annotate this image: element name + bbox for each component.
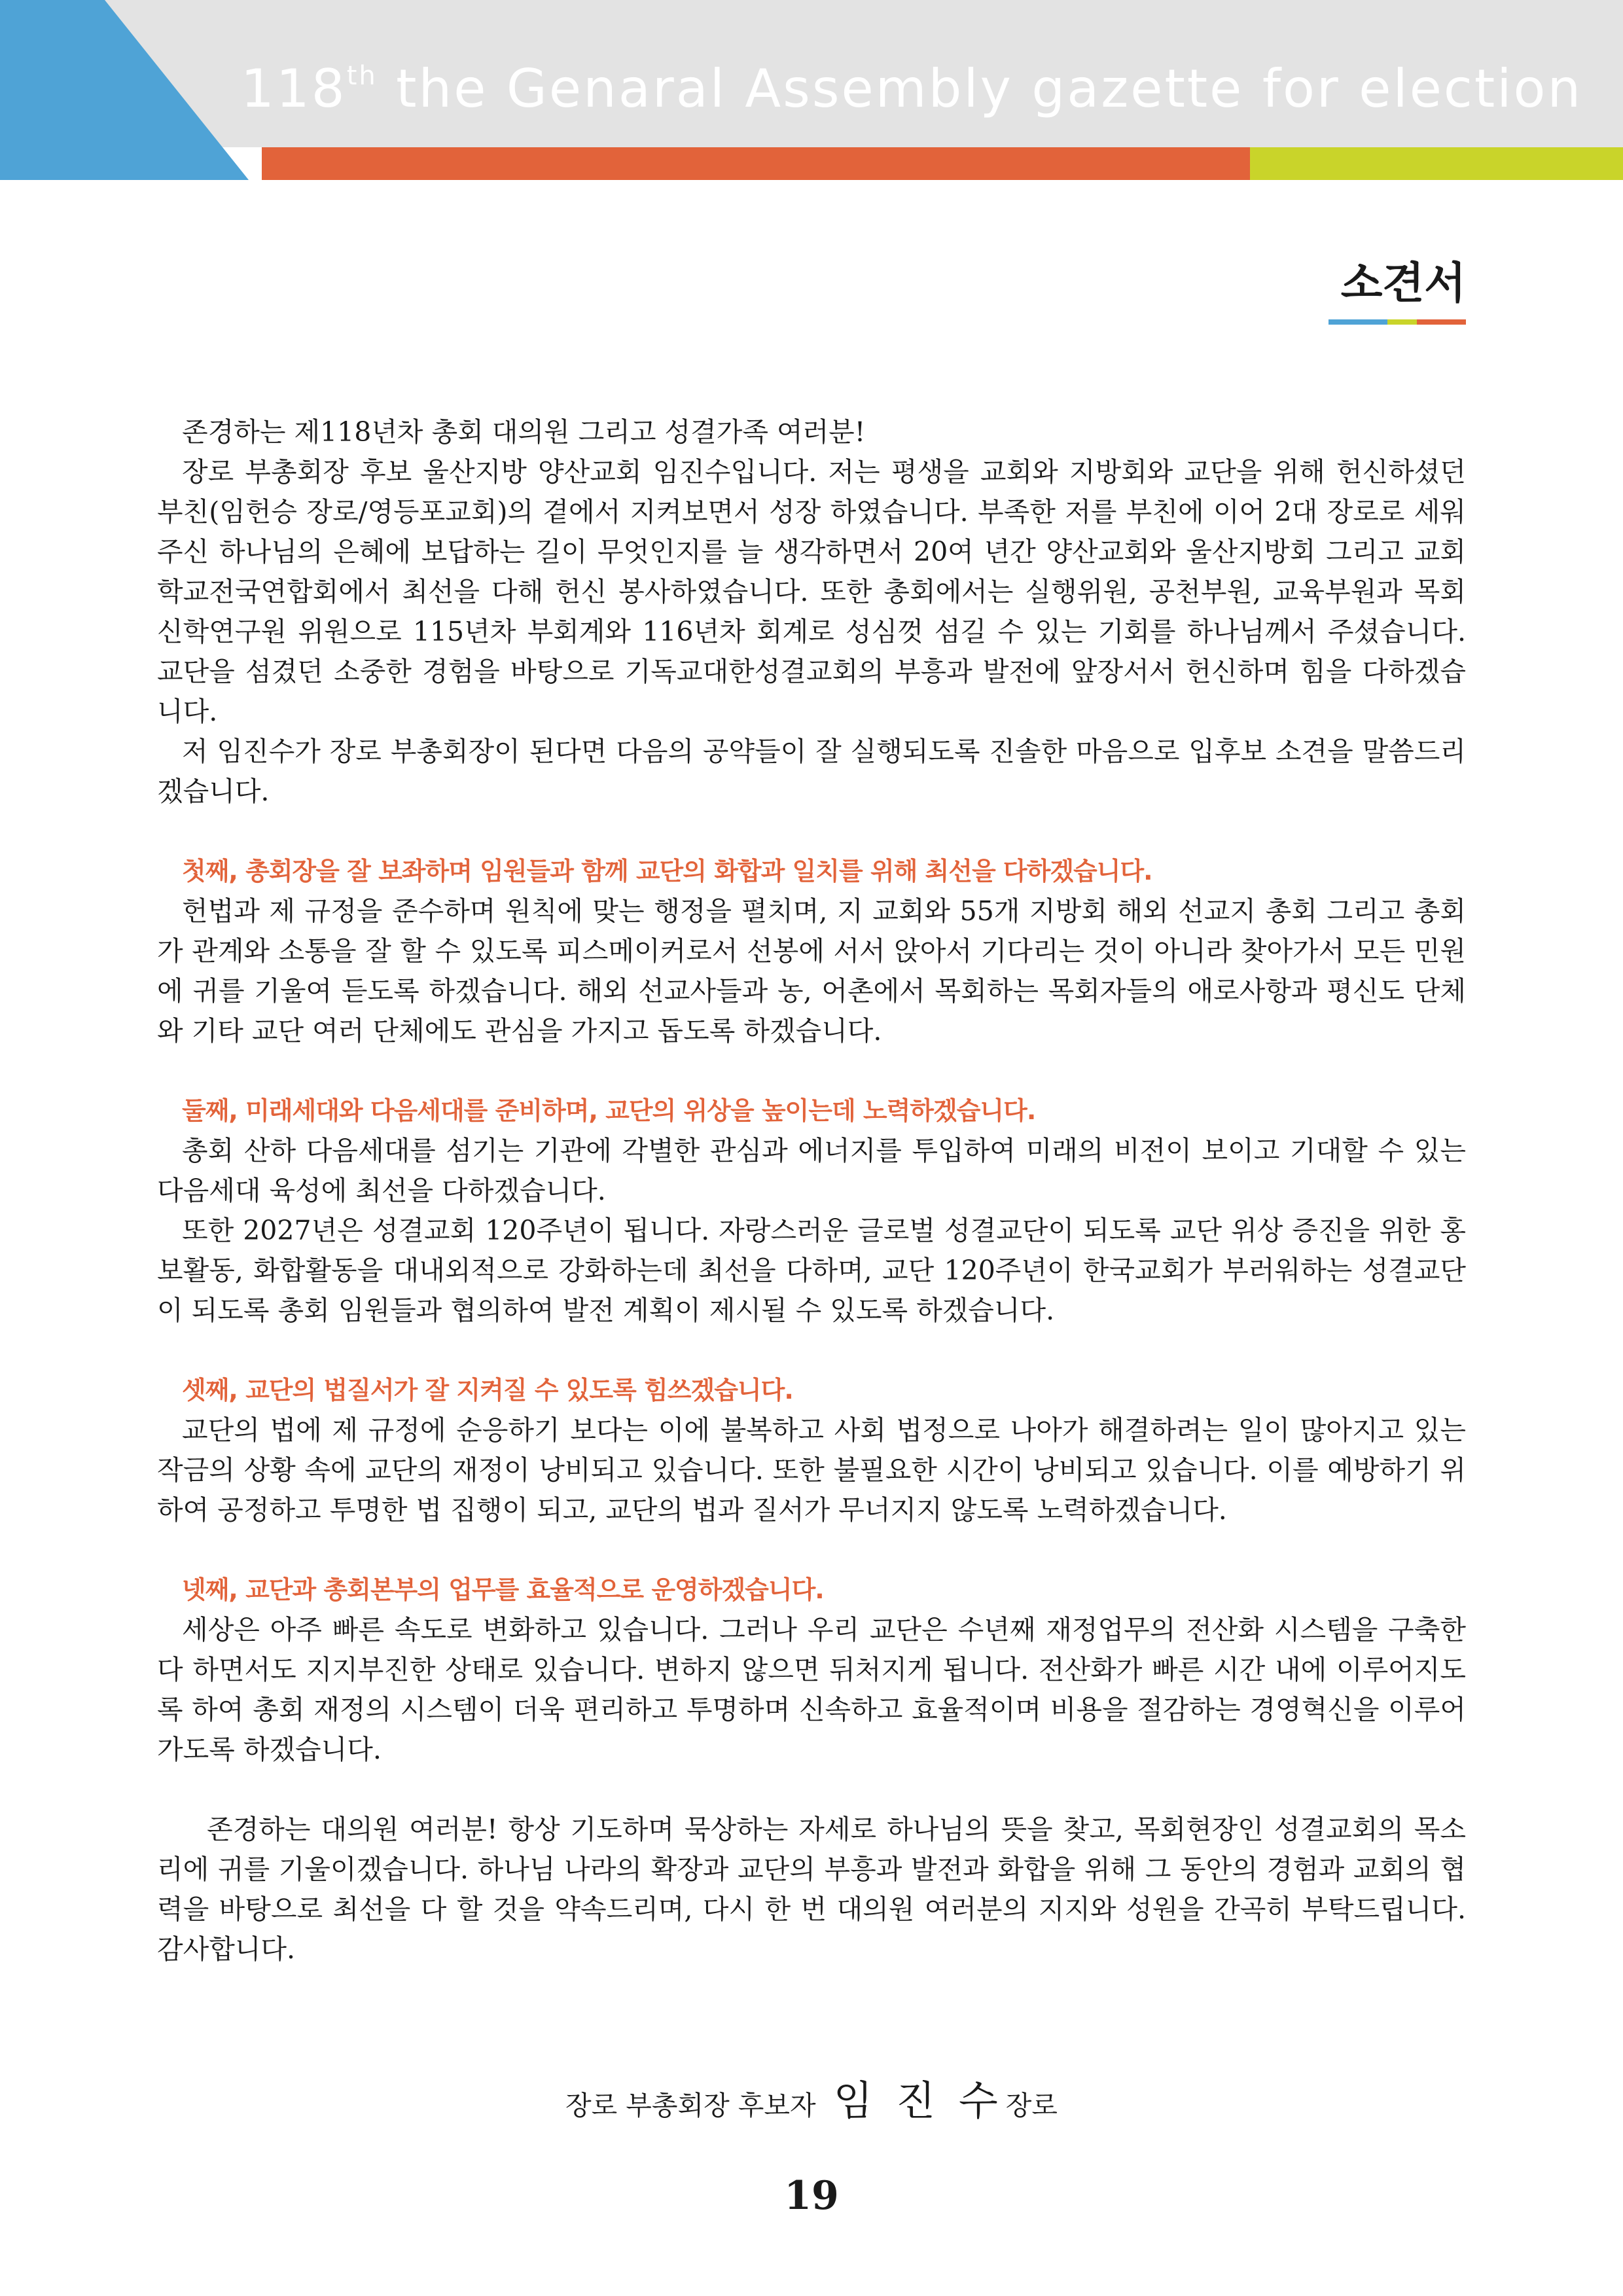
- pledge-heading-2: 둘째, 미래세대와 다음세대를 준비하며, 교단의 위상을 높이는데 노력하겠습니다.: [182, 1096, 1036, 1125]
- spacer: [157, 1530, 1466, 1570]
- intro-paragraph: 장로 부총회장 후보 울산지방 양산교회 임진수입니다. 저는 평생을 교회와 지방회와 교단을 위해 헌신하셨던 부친(임헌승 장로/영등포교회)의 곁에서 지켜보면서 성장 하였습니다. 부족한 저를 부친에 이어 2대 장로로 세워 주신 하나님의 은혜에 보답하는 길이 무엇인지를 늘 생각하면서 20여 년간 양산교회와 울산지방회 그리고 교회학교전국연합회에서 최선을 다해 헌신 봉사하였습니다. 또한 총회에서는 실행위원, 공천부원, 교육부원과 목회 신학연구원 위원으로 115년차 부회계와 116년차 회계로 성심껏 섬길 수 있는 기회를 하나님께서 주셨습니다. 교단을 섬겼던 소중한 경험을 바탕으로 기독교대한성결교회의 부흥과 발전에 앞장서서 헌신하며 힘을 다하겠습니다.: [157, 456, 1466, 727]
- gazette-title-ordinal: th: [346, 61, 378, 91]
- gazette-title: [241, 58, 1583, 119]
- intro-greeting: 존경하는 제118년차 총회 대의원 그리고 성결가족 여러분!: [182, 416, 866, 448]
- pledge-paragraph: 헌법과 제 규정을 준수하며 원칙에 맞는 행정을 펼치며, 지 교회와 55개 지방회 해외 선교지 총회 그리고 총회가 관계와 소통을 잘 할 수 있도록 피스메이커로서 선봉에 서서 앉아서 기다리는 것이 아니라 찾아가서 모든 민원에 귀를 기울여 듣도록 하겠습니다. 해외 선교사들과 농, 어촌에서 목회하는 목회자들의 애로사항과 평신도 단체와 기타 교단 여러 단체에도 관심을 가지고 돕도록 하겠습니다.: [157, 895, 1466, 1047]
- pledge-paragraph: 교단의 법에 제 규정에 순응하기 보다는 이에 불복하고 사회 법정으로 나아가 해결하려는 일이 많아지고 있는 작금의 상황 속에 교단의 재정이 낭비되고 있습니다. 또한 불필요한 시간이 낭비되고 있습니다. 이를 예방하기 위하여 공정하고 투명한 법 집행이 되고, 교단의 법과 질서가 무너지지 않도록 노력하겠습니다.: [157, 1414, 1466, 1526]
- spacer: [157, 1051, 1466, 1091]
- header-lime-stripe: [1250, 147, 1623, 180]
- closing-paragraph: 존경하는 대의원 여러분! 항상 기도하며 묵상하는 자세로 하나님의 뜻을 찾고, 목회현장인 성결교회의 목소리에 귀를 기울이겠습니다. 하나님 나라의 확장과 교단의 부흥과 발전과 화합을 위해 그 동안의 경험과 교회의 협력을 바탕으로 최선을 다 할 것을 약속드리며, 다시 한 번 대의원 여러분의 지지와 성원을 간곡히 부탁드립니다. 감사합니다.: [157, 1814, 1466, 1965]
- signature-suffix: 장로: [1005, 2090, 1058, 2121]
- pledge-heading-3: 셋째, 교단의 법질서가 잘 지켜질 수 있도록 힘쓰겠습니다.: [182, 1376, 793, 1405]
- heading-underline: [1329, 319, 1466, 325]
- candidate-name: 임 진 수: [833, 2077, 1003, 2125]
- section-heading: [1329, 258, 1466, 325]
- page-title: 소견서: [1340, 258, 1466, 308]
- intro-paragraph: 저 임진수가 장로 부총회장이 된다면 다음의 공약들이 잘 실행되도록 진솔한 마음으로 입후보 소견을 말씀드리겠습니다.: [157, 736, 1466, 807]
- pledge-heading-1: 첫째, 총회장을 잘 보좌하며 임원들과 함께 교단의 화합과 일치를 위해 최선을 다하겠습니다.: [182, 857, 1152, 886]
- page-number: 19: [784, 2173, 839, 2219]
- pledge-heading-4: 넷째, 교단과 총회본부의 업무를 효율적으로 운영하겠습니다.: [182, 1575, 824, 1604]
- statement-body: [157, 412, 1466, 1969]
- gazette-title-number: 118: [241, 58, 347, 119]
- candidate-signature: [0, 2078, 1623, 2128]
- page-header: [0, 0, 1623, 157]
- gazette-title-text: the Genaral Assembly gazette for election: [377, 58, 1583, 119]
- header-orange-stripe: [262, 147, 1250, 180]
- spacer: [157, 812, 1466, 852]
- signature-prefix: 장로 부총회장 후보자: [565, 2090, 816, 2121]
- pledge-paragraph: 또한 2027년은 성결교회 120주년이 됩니다. 자랑스러운 글로벌 성결교단이 되도록 교단 위상 증진을 위한 홍보활동, 화합활동을 대내외적으로 강화하는데 최선을 다하며, 교단 120주년이 한국교회가 부러워하는 성결교단이 되도록 총회 임원들과 협의하여 발전 계획이 제시될 수 있도록 하겠습니다.: [157, 1215, 1466, 1326]
- spacer: [157, 1331, 1466, 1371]
- pledge-paragraph: 총회 산하 다음세대를 섬기는 기관에 각별한 관심과 에너지를 투입하여 미래의 비전이 보이고 기대할 수 있는 다음세대 육성에 최선을 다하겠습니다.: [157, 1135, 1466, 1206]
- pledge-paragraph: 세상은 아주 빠른 속도로 변화하고 있습니다. 그러나 우리 교단은 수년째 재정업무의 전산화 시스템을 구축한다 하면서도 지지부진한 상태로 있습니다. 변하지 않으면 뒤처지게 됩니다. 전산화가 빠른 시간 내에 이루어지도록 하여 총회 재정의 시스템이 더욱 편리하고 투명하며 신속하고 효율적이며 비용을 절감하는 경영혁신을 이루어 가도록 하겠습니다.: [157, 1614, 1466, 1765]
- spacer: [157, 1770, 1466, 1810]
